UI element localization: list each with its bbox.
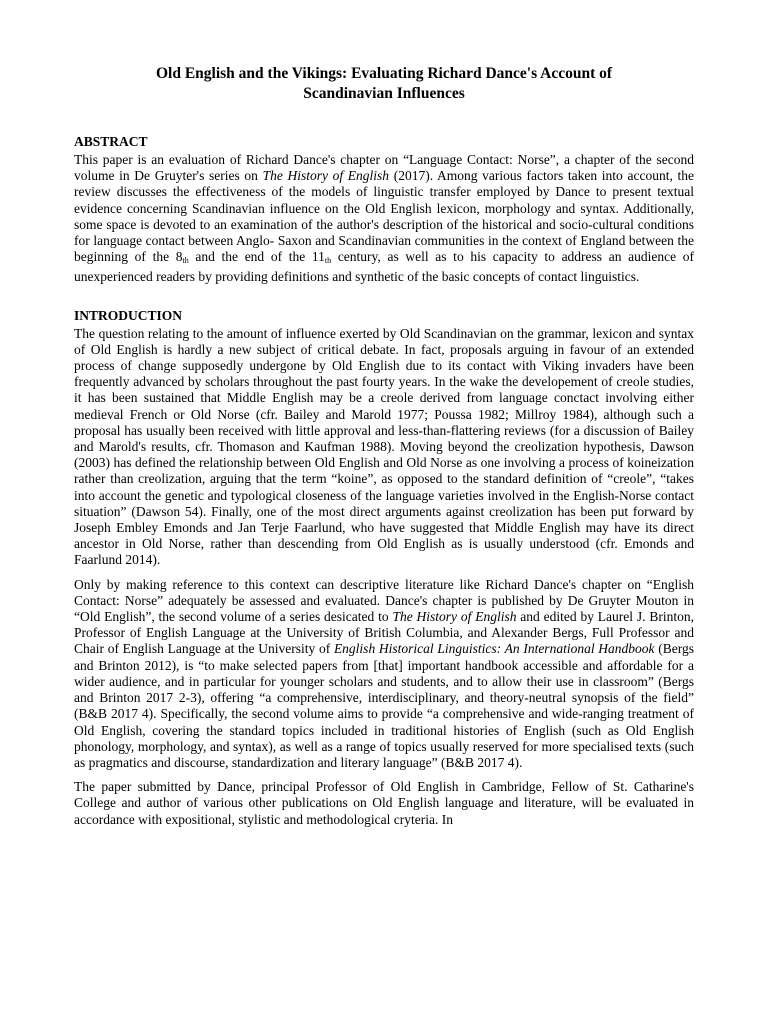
abstract-text-part-4: century, as well as to his capacity to address an audience of unexperienced readers by providing definitions and synthetic of the basic concepts of contact linguistics. bbox=[74, 249, 695, 285]
abstract-text-part-2: (2017). Among various factors taken into account, the review discusses the effectiveness of the models of linguistic transfer employed by Dance to present textual evidence concerning Scandinavian influence on the Old English lexicon, morphology and syntax. Additionally, some space is devoted to an examination of the author's description of the historical and socio-cultural conditions for language contact between Anglo- Saxon and Scandinavian communities in the context of England between the beginning of the 8 bbox=[74, 168, 694, 265]
intro-p2-text-part-2: and edited by Laurel J. Brinton, Professor of English Language at the University of British Columbia, and Alexander Bergs, Full Professor and Chair of English Language at the University of bbox=[74, 609, 694, 657]
abstract-paragraph bbox=[74, 152, 694, 286]
paper-title-line-2: Scandinavian Influences bbox=[303, 85, 465, 102]
abstract-book-title: The History of English bbox=[262, 168, 390, 184]
intro-p2-text-part-3: (Bergs and Brinton 2012), is “to make selected papers from [that] important handbook accessible and affordable for a wider audience, and in particular for younger scholars and students, and to allow their use in classroom” (Bergs and Brinton 2017 2-3), offering “a comprehensive, interdisciplinary, and theory-neutral synopsis of the field” (B&B 2017 4). Specifically, the second volume aims to provide “a comprehensive and wide-ranging treatment of Old English, covering the standard topics included in traditional histories of English (such as Old English phonology, morphology, and syntax), as well as a range of topics usually reserved for more specialised texts (such as pragmatics and discourse, standardization and literary language” (B&B 2017 4). bbox=[74, 641, 694, 770]
intro-p2-book-title: The History of English bbox=[392, 609, 517, 625]
introduction-heading: INTRODUCTION bbox=[74, 307, 183, 323]
ordinal-suffix: th bbox=[324, 256, 332, 266]
paper-title-line-1: Old English and the Vikings: Evaluating Richard Dance's Account of bbox=[155, 65, 613, 82]
ordinal-suffix: th bbox=[182, 256, 189, 266]
paper-title bbox=[74, 64, 694, 104]
intro-p2-handbook-title: English Historical Linguistics: An International Handbook bbox=[333, 641, 655, 657]
introduction-paragraph-3: The paper submitted by Dance, principal Professor of Old English in Cambridge, Fellow of St. Catharine's College and author of various other publications on Old English language and literature, will be evaluated in accordance with expositional, stylistic and methodological cryteria. In bbox=[74, 779, 694, 827]
abstract-heading: ABSTRACT bbox=[74, 134, 148, 149]
introduction-paragraph-2 bbox=[74, 577, 694, 771]
intro-p2-text-part-1: Only by making reference to this context can descriptive literature like Richard Dance's chapter on “English Contact: Norse” adequately be assessed and evaluated. Dance's chapter is published by De Gruyter Mouton in “Old English”, the second volume of a series desicated to bbox=[74, 576, 694, 625]
abstract-text-part-3: and the end of the 11 bbox=[188, 249, 325, 265]
abstract-text-part-1: This paper is an evaluation of Richard Dance's chapter on “Language Contact: Norse”, a chapter of the second volume in De Gruyter's series on bbox=[74, 152, 694, 184]
introduction-paragraph-1: The question relating to the amount of influence exerted by Old Scandinavian on the grammar, lexicon and syntax of Old English is hardly a new subject of critical debate. In fact, proposals arguing in favour of an extended process of change supposedly undergone by Old English due to its contact with Viking invaders have been frequently advanced by scholars throughout the past fourty years. In the wake the developement of creole studies, it has been sustained that Middle English may be a creole derived from language conctact involving either medieval French or Old Norse (cfr. Bailey and Marold 1977; Poussa 1982; Millroy 1984), although such a proposal has usually been received with little approval and less-than-flattering reviews (for a discussion of Bailey and Marold's results, cfr. Thomason and Kaufman 1988). Moving beyond the creolization hypothesis, Dawson (2003) has defined the relationship between Old English and Old Norse as one involving a process of koineization rather than creolization, arguing that the term “koine”, as opposed to the standard definition of “creole”, “takes into account the genetic and typological closeness of the language varieties involved in the English-Norse contact situation” (Dawson 54). Finally, one of the most direct arguments against creolization has been put forward by Joseph Embley Emonds and Jan Terje Faarlund, who have suggested that Middle English may have its direct ancestor in Old Norse, rather than descending from Old English as is usually understood (cfr. Emonds and Faarlund 2014). bbox=[74, 325, 694, 568]
document-page bbox=[74, 64, 694, 828]
